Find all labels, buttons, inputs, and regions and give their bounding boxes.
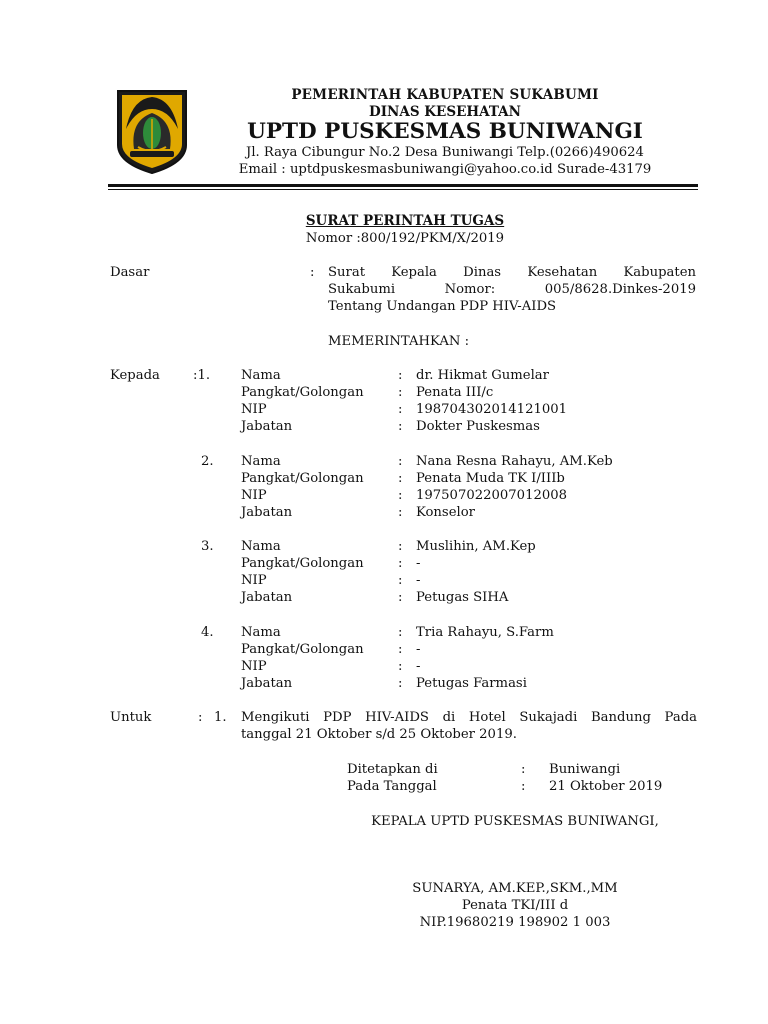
person-nama-value: Muslihin, AM.Kep	[416, 539, 536, 554]
tanggal-separator: :	[521, 779, 526, 794]
person-nama-value: Tria Rahayu, S.Farm	[416, 625, 554, 640]
header-department: DINAS KESEHATAN	[369, 104, 521, 120]
field-label-pangkat: Pangkat/Golongan	[241, 556, 364, 571]
signatory-name: SUNARYA, AM.KEP.,SKM.,MM	[412, 881, 618, 896]
header-email: Email : uptdpuskesmasbuniwangi@yahoo.co.id Surade-43179	[238, 162, 652, 177]
ditetapkan-value: Buniwangi	[549, 762, 621, 777]
field-label-nama: Nama	[241, 539, 281, 554]
field-label-pangkat: Pangkat/Golongan	[241, 642, 364, 657]
person-jabatan-value: Konselor	[416, 505, 475, 520]
letter-number: Nomor :800/192/PKM/X/2019	[305, 231, 505, 246]
dasar-separator: :	[310, 265, 315, 280]
field-separator: :	[398, 659, 403, 674]
person-pangkat-value: -	[416, 556, 421, 571]
field-separator: :	[398, 454, 403, 469]
field-separator: :	[398, 573, 403, 588]
field-label-nama: Nama	[241, 454, 281, 469]
field-label-jabatan: Jabatan	[241, 505, 293, 520]
field-label-jabatan: Jabatan	[241, 419, 293, 434]
person-pangkat-value: Penata III/c	[416, 385, 494, 400]
ditetapkan-separator: :	[521, 762, 526, 777]
field-separator: :	[398, 642, 403, 657]
field-separator: :	[398, 471, 403, 486]
field-separator: :	[398, 676, 403, 691]
field-label-pangkat: Pangkat/Golongan	[241, 471, 364, 486]
field-label-nama: Nama	[241, 625, 281, 640]
field-separator: :	[398, 590, 403, 605]
kepada-label: Kepada	[110, 368, 160, 383]
field-label-nip: NIP	[241, 659, 267, 674]
field-separator: :	[398, 368, 403, 383]
field-separator: :	[398, 488, 403, 503]
untuk-separator: :	[198, 710, 203, 725]
signatory-position: KEPALA UPTD PUSKESMAS BUNIWANGI,	[371, 814, 659, 829]
person-number: 2.	[201, 454, 214, 469]
person-number: :1.	[193, 368, 211, 383]
person-nip-value: -	[416, 573, 421, 588]
header-address: Jl. Raya Cibungur No.2 Desa Buniwangi Telp.(0266)490624	[246, 145, 644, 160]
field-label-nama: Nama	[241, 368, 281, 383]
ditetapkan-label: Ditetapkan di	[347, 762, 438, 777]
header-divider-thick	[108, 184, 698, 187]
letter-title: SURAT PERINTAH TUGAS	[305, 213, 505, 229]
untuk-number: 1.	[214, 710, 227, 725]
person-pangkat-value: -	[416, 642, 421, 657]
person-pangkat-value: Penata Muda TK I/IIIb	[416, 471, 565, 486]
dasar-label: Dasar	[110, 265, 150, 280]
field-separator: :	[398, 556, 403, 571]
field-separator: :	[398, 625, 403, 640]
person-jabatan-value: Petugas SIHA	[416, 590, 509, 605]
person-number: 4.	[201, 625, 214, 640]
tanggal-value: 21 Oktober 2019	[549, 779, 663, 794]
untuk-line-1: Mengikuti PDP HIV-AIDS di Hotel Sukajadi Bandung Pada	[241, 710, 697, 725]
signatory-nip: NIP.19680219 198902 1 003	[419, 915, 611, 930]
person-number: 3.	[201, 539, 214, 554]
signatory-rank: Penata TKI/III d	[461, 898, 569, 913]
person-nama-value: Nana Resna Rahayu, AM.Keb	[416, 454, 613, 469]
sukabumi-emblem-icon	[116, 89, 188, 175]
dasar-line-2: Sukabumi Nomor: 005/8628.Dinkes-2019	[328, 282, 696, 297]
untuk-line-2: tanggal 21 Oktober s/d 25 Oktober 2019.	[241, 727, 517, 742]
field-label-jabatan: Jabatan	[241, 676, 293, 691]
field-label-nip: NIP	[241, 488, 267, 503]
person-nip-value: 198704302014121001	[416, 402, 568, 417]
person-jabatan-value: Petugas Farmasi	[416, 676, 527, 691]
field-separator: :	[398, 539, 403, 554]
dasar-line-1: Surat Kepala Dinas Kesehatan Kabupaten	[328, 265, 696, 280]
field-label-nip: NIP	[241, 402, 267, 417]
dasar-line-3: Tentang Undangan PDP HIV-AIDS	[328, 299, 557, 314]
person-nip-value: -	[416, 659, 421, 674]
memerintahkan-heading: MEMERINTAHKAN :	[328, 334, 470, 349]
field-label-jabatan: Jabatan	[241, 590, 293, 605]
header-divider-thin	[108, 189, 698, 190]
person-jabatan-value: Dokter Puskesmas	[416, 419, 540, 434]
field-label-pangkat: Pangkat/Golongan	[241, 385, 364, 400]
field-separator: :	[398, 419, 403, 434]
header-institution-name: UPTD PUSKESMAS BUNIWANGI	[247, 119, 643, 144]
person-nip-value: 197507022007012008	[416, 488, 568, 503]
tanggal-label: Pada Tanggal	[347, 779, 437, 794]
field-separator: :	[398, 402, 403, 417]
field-separator: :	[398, 505, 403, 520]
person-nama-value: dr. Hikmat Gumelar	[416, 368, 549, 383]
header-government: PEMERINTAH KABUPATEN SUKABUMI	[291, 87, 599, 103]
untuk-label: Untuk	[110, 710, 152, 725]
field-label-nip: NIP	[241, 573, 267, 588]
field-separator: :	[398, 385, 403, 400]
